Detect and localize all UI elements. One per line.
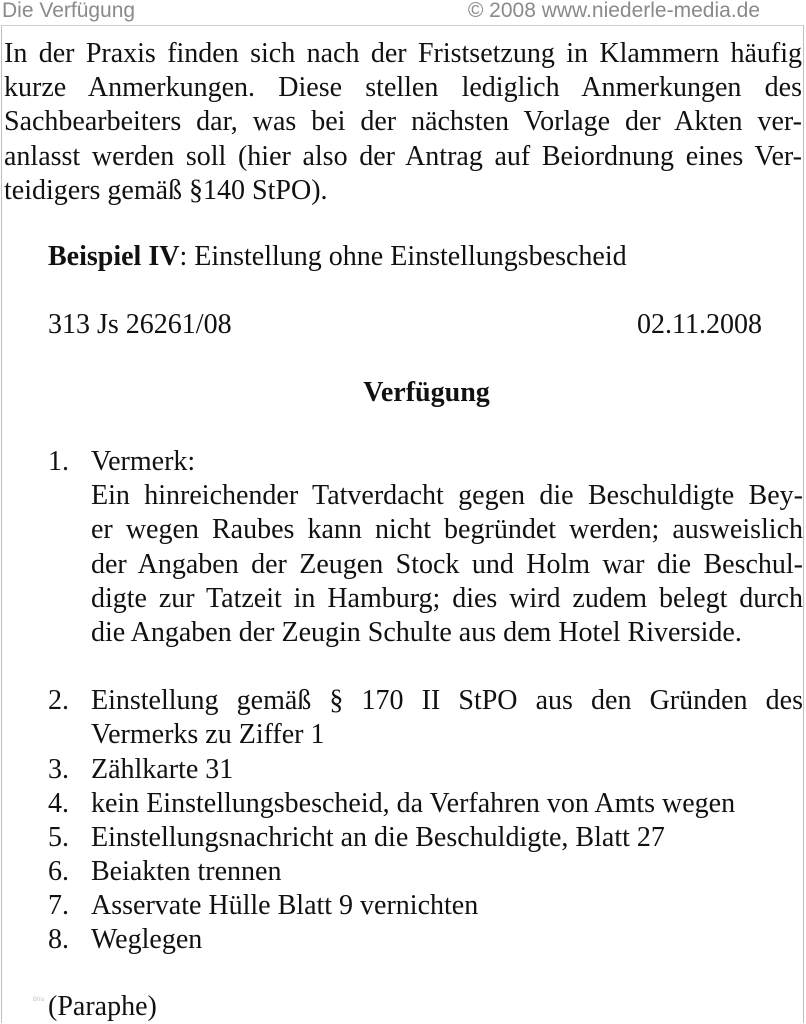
- list-item-text: [91, 923, 803, 957]
- tiny-mark: Bfra: [33, 997, 45, 1003]
- intro-line: kurze Anmerkungen. Diese stellen lediglich Anmerkungen des: [4, 72, 802, 104]
- intro-line: In der Praxis finden sich nach der Fristsetzung in Klammern häufig: [4, 38, 802, 69]
- list-item-text: [91, 855, 803, 889]
- list-item-number: 1.: [48, 446, 69, 477]
- list-item-line: kein Einstellungsbescheid, da Verfahren von Amts wegen: [91, 788, 736, 819]
- example-label: Beispiel IV: [48, 241, 180, 272]
- list-item-text: [91, 787, 803, 821]
- intro-paragraph: [4, 37, 802, 208]
- list-item-line: digte zur Tatzeit in Hamburg; dies wird zudem belegt durch: [91, 582, 803, 614]
- signature-placeholder: (Paraphe): [48, 991, 157, 1022]
- header-title: Die Verfügung: [2, 0, 136, 22]
- list-item-line: Ein hinreichender Tatverdacht gegen die Beschuldigte Bey-: [91, 480, 803, 512]
- list-item-line: Einstellungsnachricht an die Beschuldigte, Blatt 27: [91, 822, 665, 853]
- list-item-text: [91, 445, 803, 650]
- list-item-line: Asservate Hülle Blatt 9 vernichten: [91, 890, 479, 921]
- list-item-line: Weglegen: [91, 924, 203, 955]
- list-item-line: Einstellung gemäß § 170 II StPO aus den Gründen des: [91, 685, 803, 716]
- document-title: Verfügung: [363, 377, 490, 408]
- list-item-number: 7.: [48, 890, 69, 921]
- file-reference-row: [48, 308, 762, 342]
- list-item-text: [91, 821, 803, 855]
- list-item-text: [91, 684, 803, 752]
- example-heading: [48, 240, 627, 274]
- list-item-line: er wegen Raubes kann nicht begründet werden; ausweislich: [91, 514, 803, 546]
- list-item-line: Vermerks zu Ziffer 1: [91, 719, 325, 751]
- list-item-number: 3.: [48, 754, 69, 785]
- file-reference: 313 Js 26261/08: [48, 309, 232, 340]
- list-item-line: Zählkarte 31: [91, 754, 234, 785]
- list-item-line: der Angaben der Zeugen Stock und Holm war die Beschul-: [91, 548, 803, 580]
- list-item-number: 2.: [48, 685, 69, 716]
- list-item-number: 4.: [48, 788, 69, 819]
- list-item-number: 6.: [48, 856, 69, 887]
- list-item-line: Vermerk:: [91, 446, 196, 477]
- header-copyright: © 2008 www.niederle-media.de: [467, 0, 760, 22]
- file-date: 02.11.2008: [637, 309, 762, 340]
- list-item-line: Beiakten trennen: [91, 856, 282, 887]
- example-description: : Einstellung ohne Einstellungsbescheid: [179, 241, 627, 272]
- intro-line: teidigers gemäß §140 StPO).: [4, 174, 328, 206]
- list-item-line: die Angaben der Zeugin Schulte aus dem Hotel Riverside.: [91, 616, 742, 648]
- intro-line: anlasst werden soll (hier also der Antrag auf Beiordnung eines Ver-: [4, 140, 802, 172]
- list-item-number: 5.: [48, 822, 69, 853]
- list-item-text: [91, 889, 803, 923]
- list-item-text: [91, 753, 803, 787]
- intro-line: Sachbearbeiters dar, was bei der nächsten Vorlage der Akten ver-: [4, 106, 802, 138]
- list-item-number: 8.: [48, 924, 69, 955]
